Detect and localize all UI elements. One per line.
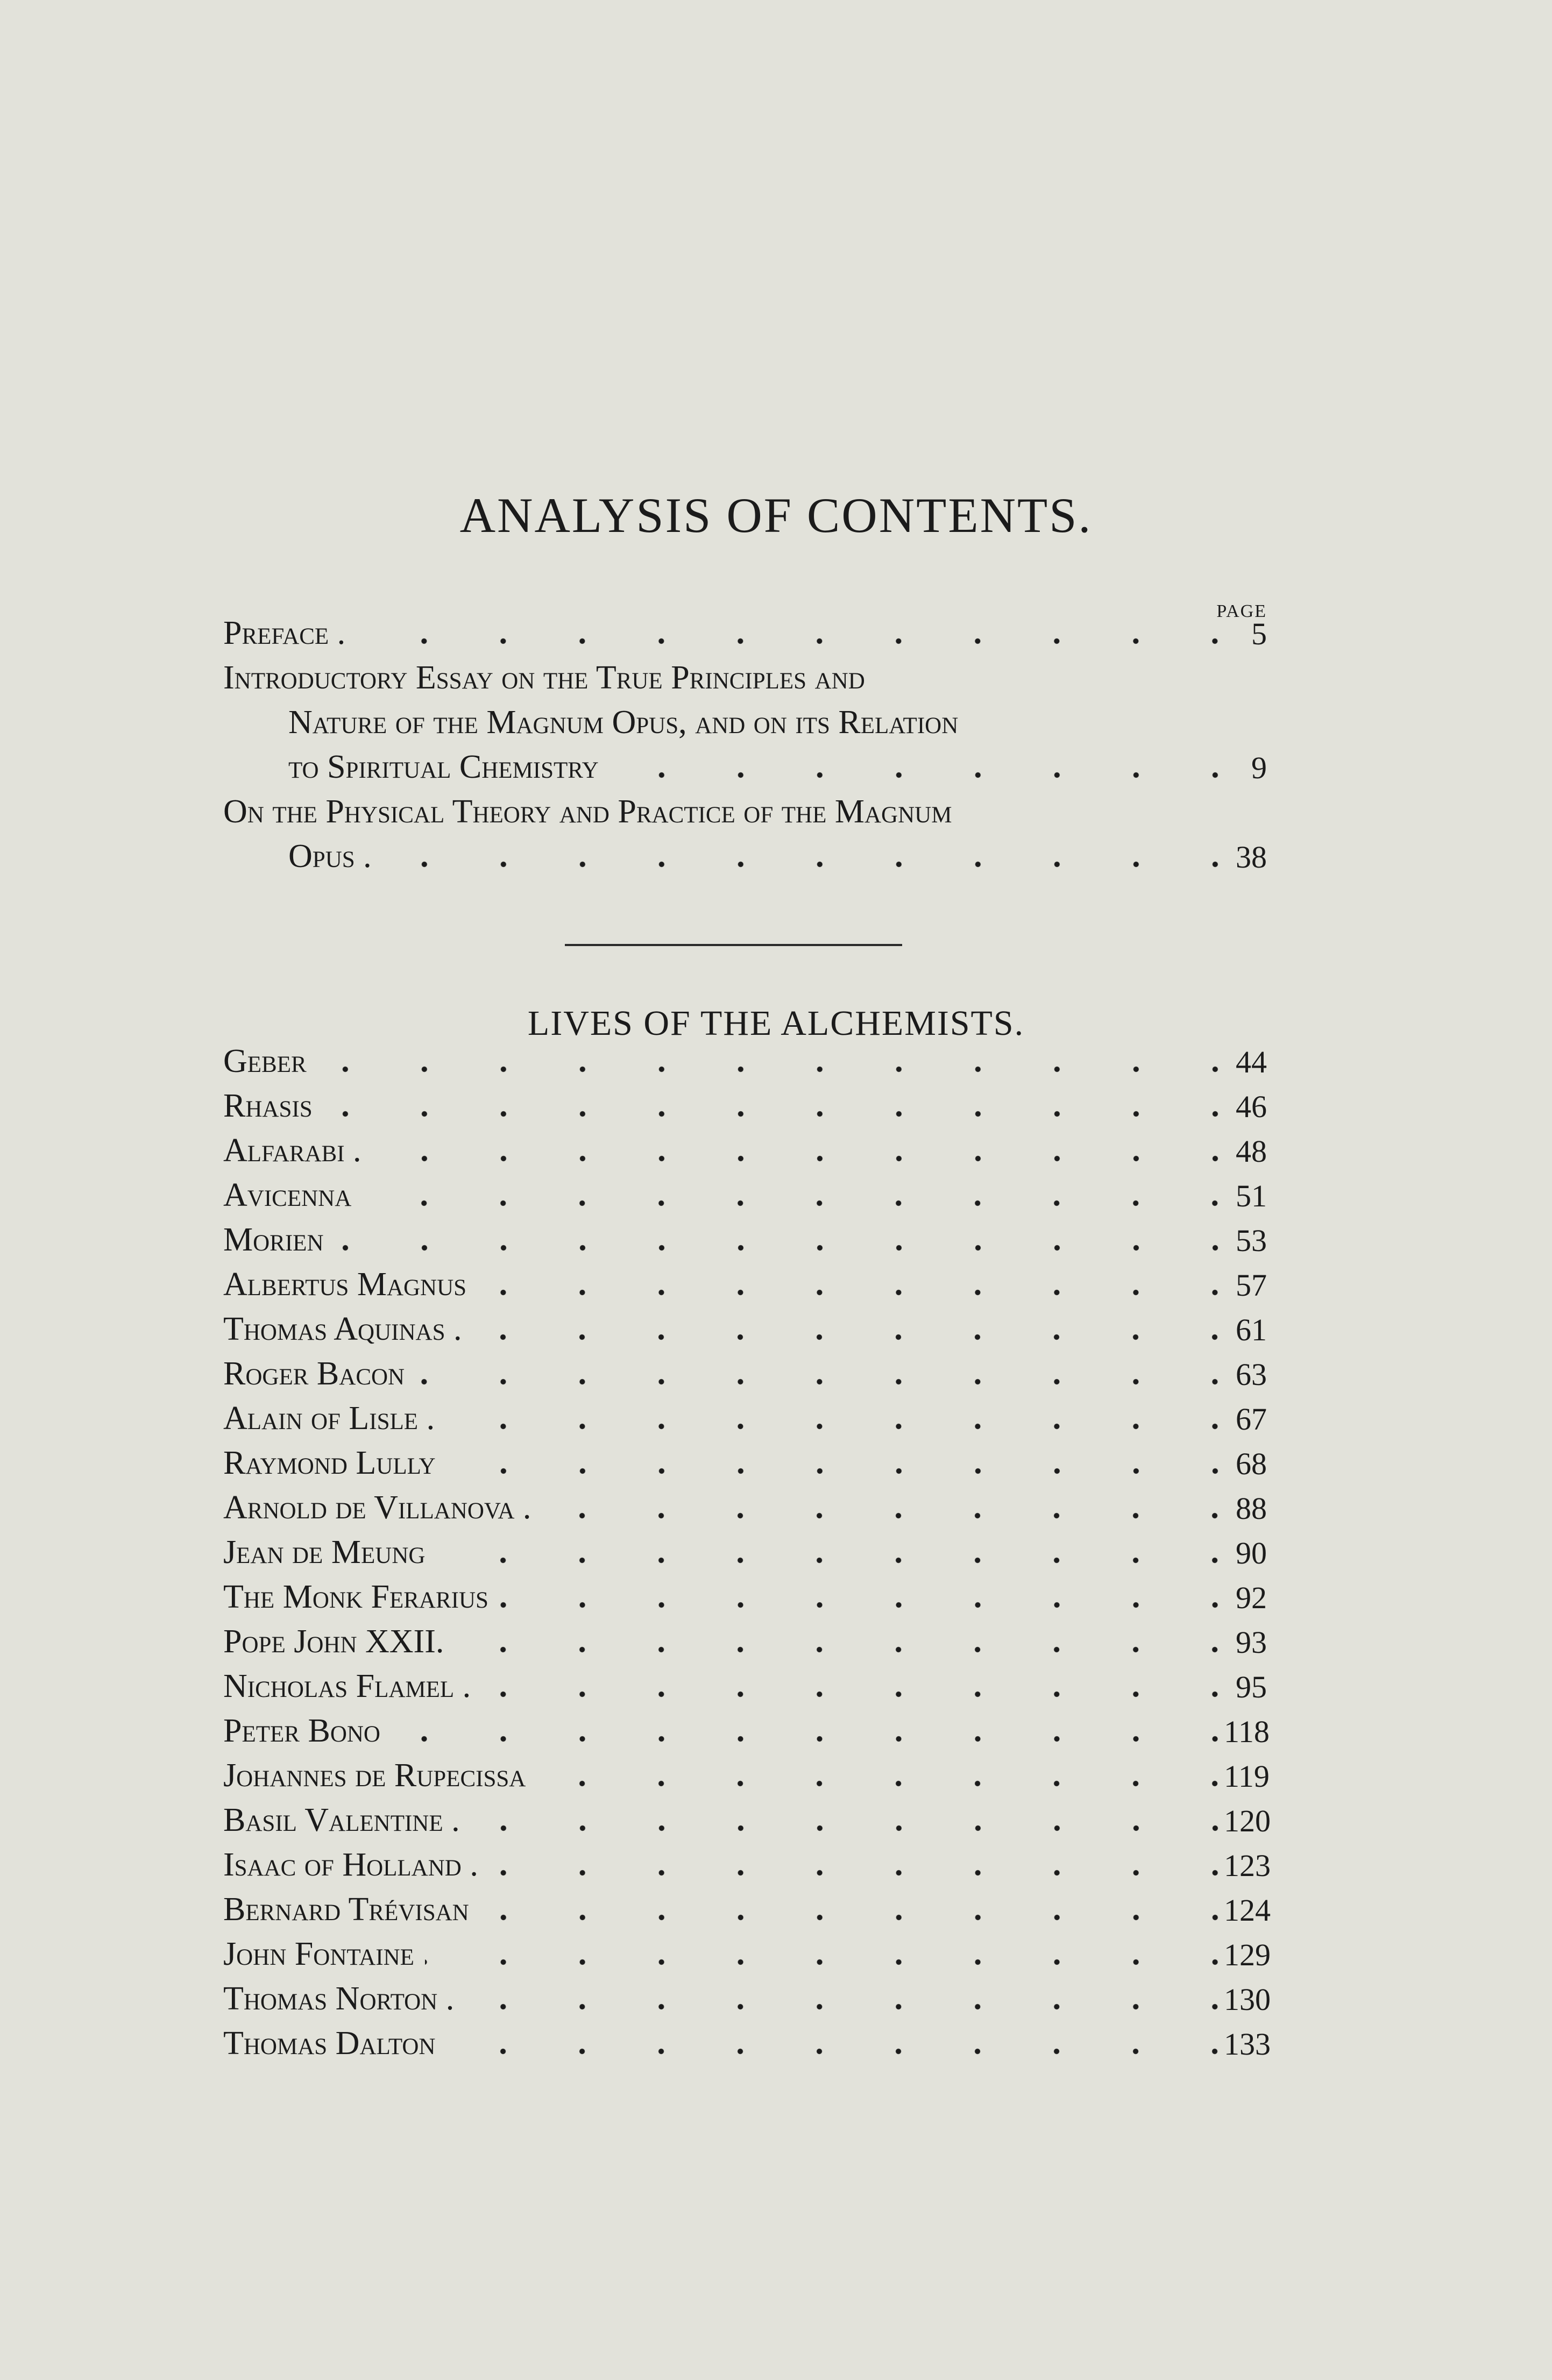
toc-entry-title: Rhasis bbox=[223, 1088, 313, 1124]
toc-entry-page: 9 bbox=[1251, 750, 1267, 785]
toc-entry bbox=[223, 1078, 1267, 1122]
toc-entry bbox=[223, 1837, 1271, 1883]
dot-leader bbox=[335, 1242, 1224, 1253]
toc-entry-page: 133 bbox=[1224, 2027, 1271, 2062]
toc-entry bbox=[223, 1435, 1267, 1480]
toc-entry-title: Isaac of Holland . bbox=[223, 1846, 478, 1883]
contents-list bbox=[223, 605, 1267, 873]
toc-entry-page: 95 bbox=[1236, 1669, 1267, 1704]
toc-entry-page: 48 bbox=[1236, 1134, 1267, 1169]
toc-entry-title: Avicenna bbox=[223, 1177, 352, 1213]
toc-entry-title: Bernard Trévisan bbox=[223, 1891, 469, 1928]
toc-entry-title: Peter Bono bbox=[223, 1713, 380, 1749]
dot-leader bbox=[447, 1466, 1224, 1476]
toc-entry-title: Raymond Lully bbox=[223, 1445, 436, 1481]
toc-entry bbox=[223, 2015, 1271, 2062]
toc-entry-title: On the Physical Theory and Practice of the Magnum bbox=[223, 793, 952, 830]
toc-entry-page: 57 bbox=[1236, 1268, 1267, 1303]
section-divider bbox=[565, 944, 902, 946]
toc-entry-title: Johannes de Rupecissa bbox=[223, 1757, 526, 1794]
dot-leader bbox=[610, 770, 1224, 780]
toc-entry bbox=[223, 1301, 1267, 1346]
dot-leader bbox=[542, 1510, 1224, 1521]
dot-leader bbox=[425, 1957, 1224, 1967]
toc-entry-title: Alfarabi . bbox=[223, 1132, 362, 1169]
toc-entry bbox=[223, 650, 1267, 694]
toc-entry-title: John Fontaine bbox=[223, 1936, 414, 1972]
dot-leader bbox=[455, 1644, 1224, 1655]
toc-entry bbox=[223, 1703, 1270, 1749]
dot-leader bbox=[480, 1912, 1224, 1923]
toc-entry-page: 130 bbox=[1224, 1982, 1271, 2017]
dot-leader bbox=[415, 1376, 1224, 1387]
toc-entry-page: 88 bbox=[1236, 1491, 1267, 1526]
toc-entry-title: Thomas Norton . bbox=[223, 1980, 455, 2017]
toc-entry bbox=[223, 694, 1267, 739]
toc-entry-page: 53 bbox=[1236, 1223, 1267, 1258]
toc-entry bbox=[223, 1480, 1267, 1524]
toc-entry-title: Alain of Lisle . bbox=[223, 1400, 435, 1437]
toc-entry-page: 90 bbox=[1236, 1536, 1267, 1571]
dot-leader bbox=[477, 1287, 1224, 1298]
toc-entry-page: 46 bbox=[1236, 1089, 1267, 1124]
toc-entry bbox=[223, 1614, 1267, 1658]
dot-leader bbox=[436, 1555, 1224, 1566]
toc-entry-title: Geber bbox=[223, 1043, 307, 1079]
page-column-label: PAGE bbox=[1216, 601, 1267, 621]
toc-entry bbox=[223, 828, 1267, 873]
dot-leader bbox=[489, 1867, 1224, 1878]
toc-entry bbox=[223, 1926, 1271, 1972]
toc-entry-title: Arnold de Villanova . bbox=[223, 1489, 531, 1526]
dot-leader bbox=[391, 1734, 1224, 1744]
toc-entry-page: 67 bbox=[1236, 1402, 1267, 1437]
toc-entry-title: Opus . bbox=[288, 838, 372, 875]
toc-entry-page: 123 bbox=[1224, 1848, 1271, 1883]
lives-list bbox=[223, 1033, 1271, 2062]
toc-entry-page: 93 bbox=[1236, 1625, 1267, 1660]
toc-entry bbox=[223, 1033, 1267, 1078]
dot-leader bbox=[323, 1109, 1224, 1119]
toc-entry bbox=[223, 1971, 1271, 2017]
toc-entry bbox=[223, 784, 1267, 828]
toc-entry-page: 44 bbox=[1236, 1045, 1267, 1079]
toc-entry-page: 38 bbox=[1236, 840, 1267, 875]
toc-entry-title: to Spiritual Chemistry bbox=[288, 749, 599, 785]
dot-leader bbox=[372, 1153, 1224, 1164]
dot-leader bbox=[536, 1778, 1224, 1789]
toc-entry bbox=[223, 1122, 1267, 1167]
toc-entry-page: 129 bbox=[1224, 1937, 1271, 1972]
dot-leader bbox=[472, 1332, 1224, 1342]
toc-entry bbox=[223, 605, 1267, 650]
toc-entry bbox=[223, 1881, 1271, 1928]
toc-entry-page: 63 bbox=[1236, 1357, 1267, 1392]
toc-entry bbox=[223, 739, 1267, 784]
toc-entry-title: Thomas Aquinas . bbox=[223, 1311, 462, 1347]
toc-entry bbox=[223, 1390, 1267, 1435]
toc-entry bbox=[223, 1658, 1267, 1703]
dot-leader bbox=[481, 1689, 1224, 1700]
toc-entry-title: Nicholas Flamel . bbox=[223, 1668, 471, 1704]
toc-entry-page: 5 bbox=[1251, 616, 1267, 651]
toc-entry-page: 61 bbox=[1236, 1312, 1267, 1347]
toc-entry-page: 120 bbox=[1224, 1803, 1271, 1838]
page-title: ANALYSIS OF CONTENTS. bbox=[459, 488, 1093, 543]
toc-entry-page: 51 bbox=[1236, 1178, 1267, 1213]
toc-entry bbox=[223, 1524, 1267, 1569]
toc-entry-title: Morien bbox=[223, 1221, 324, 1258]
toc-entry bbox=[223, 1569, 1267, 1614]
toc-entry-title: Roger Bacon bbox=[223, 1355, 405, 1392]
dot-leader bbox=[382, 859, 1224, 870]
toc-entry-page: 92 bbox=[1236, 1580, 1267, 1615]
dot-leader bbox=[362, 1198, 1224, 1209]
dot-leader bbox=[446, 2046, 1224, 2057]
toc-entry bbox=[223, 1792, 1271, 1838]
section-title: LIVES OF THE ALCHEMISTS. bbox=[527, 1004, 1025, 1043]
toc-entry bbox=[223, 1212, 1267, 1256]
dot-leader bbox=[317, 1064, 1224, 1075]
toc-entry-title: The Monk Ferarius bbox=[223, 1579, 488, 1615]
toc-entry-page: 124 bbox=[1224, 1893, 1271, 1928]
toc-entry-title: Preface . bbox=[223, 615, 346, 651]
toc-entry-title: Pope John XXII. bbox=[223, 1623, 444, 1660]
dot-leader bbox=[445, 1421, 1224, 1432]
toc-entry bbox=[223, 1346, 1267, 1390]
dot-leader bbox=[471, 1823, 1224, 1834]
toc-entry-title: Introductory Essay on the True Principles and bbox=[223, 659, 865, 696]
toc-entry-title: Basil Valentine . bbox=[223, 1802, 460, 1838]
toc-entry-title: Albertus Magnus bbox=[223, 1266, 467, 1303]
toc-entry bbox=[223, 1747, 1270, 1794]
toc-entry-page: 119 bbox=[1224, 1759, 1270, 1794]
toc-entry bbox=[223, 1256, 1267, 1301]
dot-leader bbox=[465, 2001, 1224, 2012]
toc-entry bbox=[223, 1167, 1267, 1212]
toc-entry-page: 68 bbox=[1236, 1446, 1267, 1481]
dot-leader bbox=[356, 636, 1224, 646]
toc-entry-title: Nature of the Magnum Opus, and on its Relation bbox=[288, 704, 959, 741]
toc-entry-title: Jean de Meung bbox=[223, 1534, 426, 1571]
toc-entry-page: 118 bbox=[1224, 1714, 1270, 1749]
dot-leader bbox=[499, 1600, 1224, 1610]
toc-entry-title: Thomas Dalton bbox=[223, 2025, 436, 2062]
